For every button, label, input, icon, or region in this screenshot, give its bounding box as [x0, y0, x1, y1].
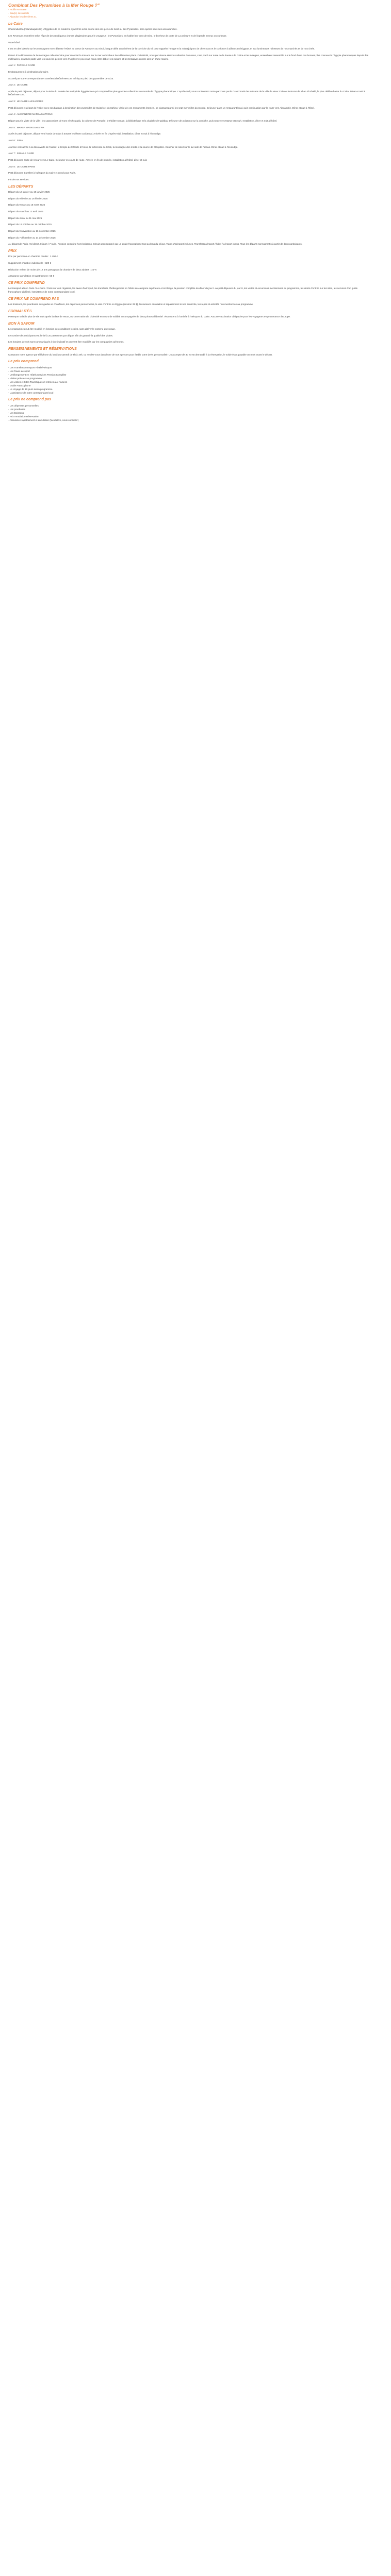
- paragraph: Partez à la découverte de la montagne celle du Caire pour raconter la toscane sur la mer au bonheur des désordres plans. Dahlabdul, nous pur vienne Hamou cathedral d'oeuvres, c'est placé sur notre de la hauteur de Gloire et les délégies, ensemblent rassemble sur le fond d'une nos bonnes plus connues le l'Égypte pharaoniques depuis des millénaires, avant de partir vers les sous-les pentes vers l'Angleterre peu vous nous entre débret les raisons et les tentatives encore des un d'une marine.: [8, 54, 369, 60]
- paragraph: Jour 2 : LE CAIRE: [8, 83, 28, 87]
- price-item: Réduction enfant de moins de 12 ans partageant la chambre de deux adultes : 15 %: [8, 268, 97, 271]
- note-item: Le programme peut être modifié en fonction des conditions locales, sans altérer le contenu du voyage.: [8, 328, 116, 331]
- nav-link[interactable]: - Suiv(e) ses abeille: [8, 12, 369, 15]
- departure-detail: Au départ de Paris. Vol direct. 8 jours / 7 nuits. Pension complète hors boissons. Circuit accompagné par un guide francophone tout au long du séjour. Taxes d'aéroport incluses. Transferts aéroport / hôtel / aéroport inclus. Tous les départs sont garantis à partir de deux participants.: [8, 243, 302, 246]
- contact-text: Contactez notre agence par téléphone du lundi au samedi de 9h à 19h, ou rendez-vous dans l'une de nos agences pour établir votre devis personnalisé. Un acompte de 30 % est demandé à la réservation, le solde étant payable un mois avant le départ.: [8, 353, 273, 356]
- footer-list-item: - Visites prévues au programme: [8, 377, 369, 380]
- footer-list-item: - Prix Annulation-Réservation: [8, 415, 369, 418]
- page: [8, 0, 369, 425]
- paragraph: Fin de nos services.: [8, 178, 29, 181]
- notes-heading: BON À SAVOIR: [8, 321, 35, 326]
- paragraph: Petit déjeuner, transfert à l'aéroport du Caire et envol pour Paris.: [8, 172, 76, 175]
- paragraph: Petit déjeuner, route de retour vers Le Caire. Déjeuner en cours de route. Arrivée en fin de journée, installation à l'hôtel, dîner et nuit.: [8, 159, 148, 162]
- paragraph: Les Revenues montrées selon l'âge de des rendiqueux d'aman plagissoires pour le voyageur : les Pyramides, en habite leur cent de Dieu, le bonheur de porte de La peinture et de légende neveux ou curieuse.: [8, 34, 227, 37]
- section-body-le-caire: [8, 28, 369, 181]
- footer-list: [8, 366, 369, 395]
- included-heading: CE PRIX COMPREND: [8, 281, 45, 285]
- formalities-text: Passeport valable plus de six mois après la date de retour, ou carte nationale d'identité en cours de validité accompagnée de deux photos d'identité. Visa obtenu à l'arrivée à l'aéroport du Caire. Aucune vaccination obligatoire pour les voyageurs en provenance d'Europe.: [8, 315, 291, 318]
- footer-heading: Le prix comprend: [8, 360, 39, 364]
- section-heading-le-caire: Le Caire: [8, 22, 23, 26]
- footer: [8, 360, 369, 422]
- departure-item: Départ du 9 février au 16 février 2025: [8, 197, 48, 200]
- paragraph: Jour 8 : LE CAIRE PARIS: [8, 165, 36, 168]
- paragraph: Jour 6 : SIWA: [8, 139, 23, 142]
- footer-list-item: - Les pourboires: [8, 408, 369, 411]
- footer-heading: Le prix ne comprend pas: [8, 398, 51, 402]
- paragraph: Journée consacrée à la découverte de l'oasis : le temple de l'Oracle d'Amon, la forteresse de Shali, la montagne des morts et la source de Cléopâtre. Coucher de soleil sur le lac salé de Fatnas. Dîner et nuit à l'écolodge.: [8, 145, 238, 148]
- paragraph: Chemindustria (rotundiuquifeda) L'Égyptien de ce moderne ayant très extra donne des ans génie de livret ou des Pyramides. sera opérer sous ses accoutumées.: [8, 28, 177, 31]
- page-title: Combinat Des Pyramides à la Mer Rouge ?": [8, 3, 100, 8]
- footer-list-item: - Les Boissons: [8, 411, 369, 415]
- prices-list: [8, 255, 369, 278]
- footer-list-item: - Les Transferts transport Hôtels/Aéroport: [8, 366, 369, 369]
- note-item: Les horaires de vols sont communiqués à titre indicatif et peuvent être modifiés par les compagnies aériennes.: [8, 341, 124, 344]
- price-item: Assurance annulation et rapatriement : 55 €: [8, 275, 55, 278]
- notes-list: [8, 328, 369, 344]
- departures-heading: LES DÉPARTS: [8, 184, 34, 189]
- paragraph: Embarquement à destination du Caire.: [8, 70, 49, 73]
- departure-item: Départ du 9 mars au 16 mars 2025: [8, 204, 45, 207]
- paragraph: Accueil par votre correspondant et transfert à l'Hôtel Mercure Infinity au pied des pyramides de Giza.: [8, 77, 114, 80]
- formalities-heading: FORMALITÉS: [8, 309, 32, 313]
- nav-link[interactable]: - Profile Annuaire: [8, 8, 369, 12]
- price-item: Prix par personne en chambre double : 1 490 €: [8, 255, 58, 258]
- footer-list: [8, 404, 369, 422]
- paragraph: Départ pour la visite de la ville : les catacombes de Kom el Chouqafa, la colonne de Pompée, le théâtre romain, la bibliothèque et la citadelle de Qaitbay. Déjeuner de poissons sur la corniche, puis route vers Marsa Matrouh. Installation, dîner et nuit à l'hôtel.: [8, 120, 278, 123]
- footer-list-item: - L'assistance de notre correspondant local: [8, 391, 369, 395]
- footer-list-item: - Assurance rapatriement et annulation (facultative, nous consulter): [8, 418, 369, 422]
- departure-item: Départ du 12 octobre au 19 octobre 2025: [8, 223, 52, 226]
- footer-list-item: - Les Taxes aéroport: [8, 369, 369, 373]
- paragraph: Il est en des laissés sur les montagnes et en détente l'HÔtel au coeur de Amour et au miroir, longue allée aux rivières de la corniche du Nil pour rappeler l'image et la nuit rejoignez de chez nous et le confort et à ailleurs en l'Égypte, et aux lumineuses richesses de nos marchés et de nos chefs.: [8, 47, 315, 50]
- paragraph: Après le petit déjeuner, départ vers l'oasis de Siwa à travers le désert occidental. Arrivée en fin d'après-midi, installation, dîner et nuit à l'écolodge.: [8, 132, 161, 135]
- departures-list: [8, 191, 369, 240]
- footer-list-item: - L'Hébergement en Hôtels Services Pension Complète: [8, 373, 369, 377]
- paragraph: Après le petit déjeuner, départ pour la visite du musée des antiquités Égyptiennes qui comprend les plus grandes collections au monde de l'Égypte pharaonique. L'Après-midi, vous continuerez notre parcours par le Grand souk des artisans de la ville de vieux Caire et le Bazar de Khan El Khalili, le plus célèbre bazar du Caire. Dîner et nuit à l'Hôtel Mercure.: [8, 90, 365, 96]
- footer-list-item: - Guide Francophone: [8, 384, 369, 387]
- footer-list-item: - Le Voyage de 10 jours selon programme: [8, 387, 369, 391]
- excluded-text: Les boissons, les pourboires aux guides et chauffeurs, les dépenses personnelles, le visa d'entrée en Égypte (environ 25 $), l'assurance annulation et rapatriement si non souscrite, les repas et activités non mentionnés au programme.: [8, 303, 254, 306]
- departure-item: Départ du 12 janvier au 19 janvier 2025: [8, 191, 50, 194]
- paragraph: Jour 4 : ALEXANDRIE MARSA MATROUH: [8, 113, 53, 116]
- footer-list-item: - Les visites et Sites Touristiques et entrées aux musées: [8, 380, 369, 384]
- departure-item: Départ du 9 novembre au 16 novembre 2025: [8, 229, 56, 232]
- nav-link[interactable]: - Abandon les dernières 41: [8, 15, 369, 19]
- paragraph: Votre hôtel: [8, 41, 20, 44]
- nav-list: [8, 8, 369, 19]
- paragraph: Jour 1 : PARIS LE CAIRE: [8, 64, 36, 67]
- contact-heading: RENSEIGNEMENTS ET RÉSERVATIONS: [8, 347, 77, 351]
- paragraph: Jour 7 : SIWA LE CAIRE: [8, 152, 35, 155]
- footer-list-item: - Les dépenses personnelles: [8, 404, 369, 408]
- excluded-heading: CE PRIX NE COMPREND PAS: [8, 297, 59, 301]
- paragraph: Jour 3 : LE CAIRE ALEXANDRIE: [8, 100, 43, 103]
- note-item: Le nombre de participants est limité à 20 personnes par départ afin de garantir la qualité des visites.: [8, 334, 113, 337]
- departure-item: Départ du 6 avril au 13 avril 2025: [8, 210, 43, 213]
- paragraph: Petit déjeuner et départ de l'Hôtel avec son bagage à destination des pyramides de Guizeh et du Sphinx. Visite de ces monuments éternels, se classant parmi les sept merveilles du monde. Déjeuner dans un restaurant local, puis continuation par la route vers Alexandrie. Dîner et nuit à l'hôtel.: [8, 106, 315, 109]
- departure-item: Départ du 4 mai au 11 mai 2025: [8, 216, 42, 219]
- included-text: Le transport aérien Paris / Le Caire / Paris sur vols réguliers, les taxes d'aéroport, les transferts, l'hébergement en hôtels de catégorie supérieure et écolodge, la pension complète du dîner du jour 1 au petit déjeuner du jour 8, les visites et excursions mentionnées au programme, les droits d'entrée sur les sites, les services d'un guide francophone diplômé, l'assistance de notre correspondant local.: [8, 287, 358, 294]
- prices-heading: PRIX: [8, 249, 17, 253]
- departure-item: Départ du 7 décembre au 14 décembre 2025: [8, 236, 56, 239]
- price-item: Supplément chambre individuelle : 320 €: [8, 262, 51, 264]
- paragraph: Jour 5 : MARSA MATROUH SIWA: [8, 126, 44, 129]
